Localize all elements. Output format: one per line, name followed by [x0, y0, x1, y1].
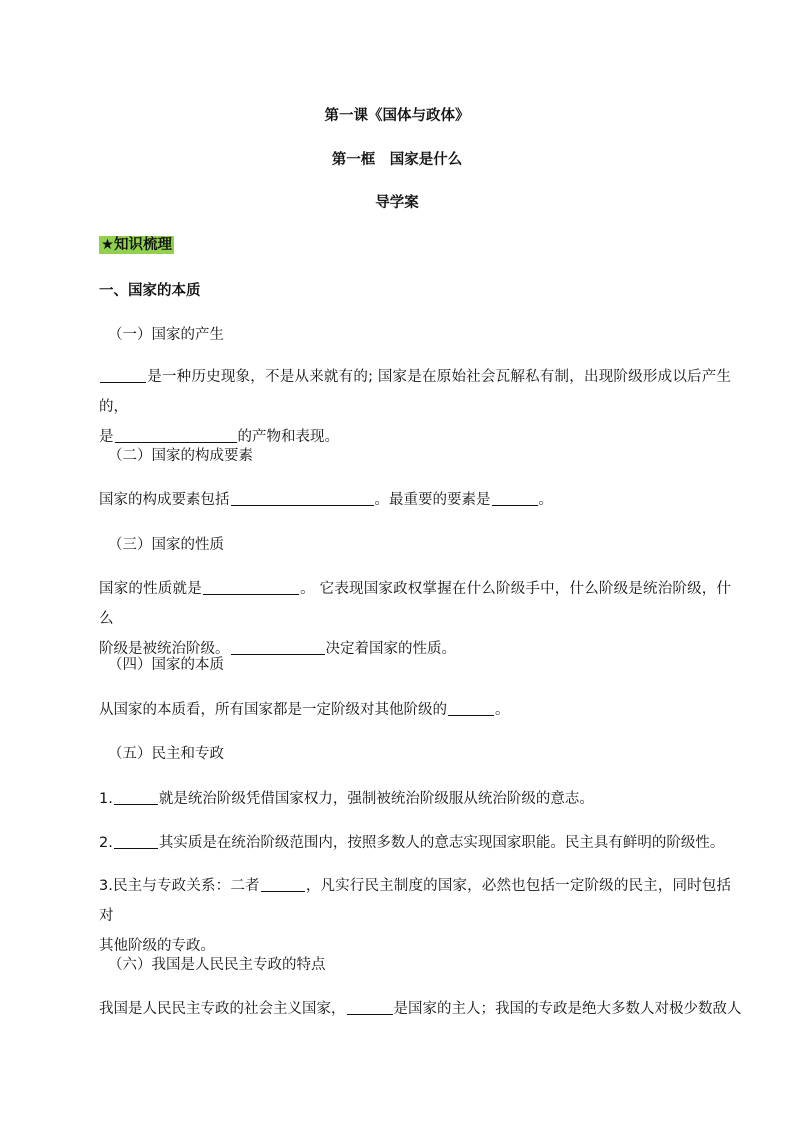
s5-item-3: 3.民主与专政关系：二者 ，凡实行民主制度的国家，必然也包括一定阶级的民主，同时包括对 其他阶级的专政。 [99, 878, 731, 954]
lesson-title: 第一课《国体与政体》 [324, 108, 470, 124]
s4-paragraph: 从国家的本质看，所有国家都是一定阶级对其他阶级的 。 [99, 702, 510, 718]
section-title: 第一框 国家是什么 [331, 152, 463, 168]
s5-item-1: 1. 就是统治阶级凭借国家权力，强制被统治阶级服从统治阶级的意志。 [99, 791, 594, 807]
s6-heading: （六）我国是人民民主专政的特点 [108, 957, 326, 973]
fill-blank[interactable] [114, 834, 158, 849]
s3-paragraph: 国家的性质就是 。 它表现国家政权掌握在什么阶级手中，什么阶级是统治阶级，什么 阶级是被统治阶级。 决定着国家的性质。 [99, 581, 732, 657]
knowledge-tag: ★知识梳理 [101, 237, 172, 253]
s5-heading: （五）民主和专政 [108, 746, 224, 762]
s6-paragraph: 我国是人民民主专政的社会主义国家， 是国家的主人；我国的专政是绝大多数人对极少数敌人 [99, 1001, 742, 1017]
s4-heading: （四）国家的本质 [108, 657, 224, 673]
s1-paragraph: 是一种历史现象，不是从来就有的; 国家是在原始社会瓦解私有制，出现阶级形成以后产生的， 是 的产物和表现。 [99, 369, 731, 445]
fill-blank[interactable] [347, 1000, 393, 1015]
knowledge-section [99, 235, 729, 255]
s2-paragraph: 国家的构成要素包括 。最重要的要素是 。 [99, 492, 553, 508]
s1-heading: （一）国家的产生 [108, 327, 224, 343]
guide-title: 导学案 [375, 195, 419, 211]
fill-blank[interactable] [115, 428, 237, 443]
fill-blank[interactable] [448, 701, 494, 716]
fill-blank[interactable] [114, 790, 158, 805]
fill-blank[interactable] [203, 580, 299, 595]
s5-item-2: 2. 其实质是在统治阶级范围内，按照多数人的意志实现国家职能。民主具有鲜明的阶级性。 [99, 835, 725, 851]
s3-heading: （三）国家的性质 [108, 537, 224, 553]
s2-heading: （二）国家的构成要素 [108, 448, 253, 464]
fill-blank[interactable] [231, 491, 374, 506]
fill-blank[interactable] [231, 640, 325, 655]
fill-blank[interactable] [261, 877, 305, 892]
fill-blank[interactable] [492, 491, 538, 506]
part1-heading: 一、国家的本质 [99, 283, 201, 299]
fill-blank[interactable] [100, 368, 146, 383]
